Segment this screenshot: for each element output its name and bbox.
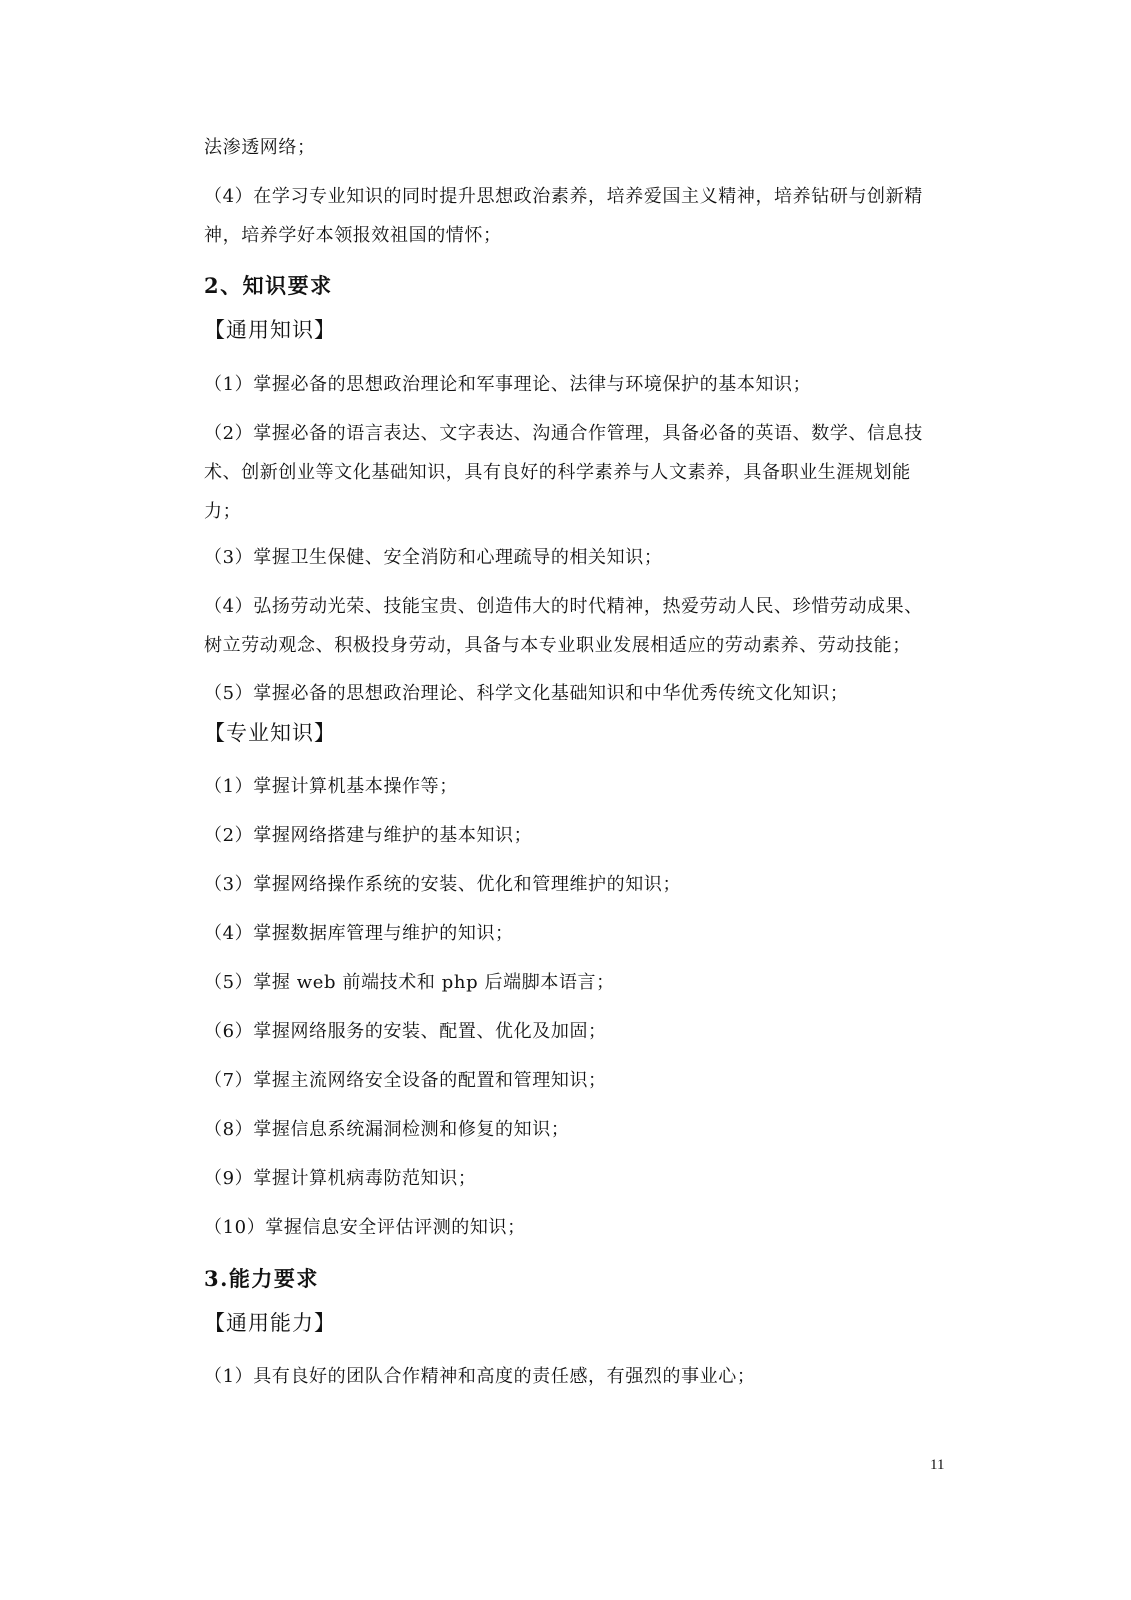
- subsection-label: 【通用知识】: [204, 318, 336, 342]
- text-line: （7）掌握主流网络安全设备的配置和管理知识；: [204, 1070, 607, 1091]
- text-line: （2）掌握网络搭建与维护的基本知识；: [204, 825, 533, 846]
- text-line: （10）掌握信息安全评估评测的知识；: [204, 1217, 526, 1238]
- text-line: （2）掌握必备的语言表达、文字表达、沟通合作管理，具备必备的英语、数学、信息技: [204, 423, 923, 444]
- text-line: （4）掌握数据库管理与维护的知识；: [204, 923, 514, 944]
- text-line: （5）掌握 web 前端技术和 php 后端脚本语言；: [204, 972, 615, 993]
- text-line: 力；: [204, 501, 242, 522]
- text-line: （8）掌握信息系统漏洞检测和修复的知识；: [204, 1119, 570, 1140]
- text-line: 树立劳动观念、积极投身劳动，具备与本专业职业发展相适应的劳动素养、劳动技能；: [204, 635, 911, 656]
- text-line: （5）掌握必备的思想政治理论、科学文化基础知识和中华优秀传统文化知识；: [204, 683, 849, 704]
- text-line: 法渗透网络；: [204, 137, 316, 158]
- text-line: （4）在学习专业知识的同时提升思想政治素养，培养爱国主义精神，培养钻研与创新精: [204, 186, 923, 207]
- text-line: 术、创新创业等文化基础知识，具有良好的科学素养与人文素养，具备职业生涯规划能: [204, 462, 911, 483]
- text-line: （3）掌握卫生保健、安全消防和心理疏导的相关知识；: [204, 547, 663, 568]
- text-line: （4）弘扬劳动光荣、技能宝贵、创造伟大的时代精神，热爱劳动人民、珍惜劳动成果、: [204, 596, 923, 617]
- text-line: （3）掌握网络操作系统的安装、优化和管理维护的知识；: [204, 874, 682, 895]
- subsection-label: 【专业知识】: [204, 721, 336, 745]
- text-line: （9）掌握计算机病毒防范知识；: [204, 1168, 477, 1189]
- section-heading: 3.能力要求: [204, 1266, 319, 1291]
- text-line: 神，培养学好本领报效祖国的情怀；: [204, 225, 502, 246]
- text-line: （6）掌握网络服务的安装、配置、优化及加固；: [204, 1021, 607, 1042]
- text-line: （1）掌握计算机基本操作等；: [204, 776, 458, 797]
- text-line: （1）掌握必备的思想政治理论和军事理论、法律与环境保护的基本知识；: [204, 374, 812, 395]
- page-number: 11: [930, 1457, 945, 1473]
- text-line: （1）具有良好的团队合作精神和高度的责任感，有强烈的事业心；: [204, 1366, 756, 1387]
- section-heading: 2、知识要求: [204, 273, 333, 298]
- subsection-label: 【通用能力】: [204, 1311, 336, 1335]
